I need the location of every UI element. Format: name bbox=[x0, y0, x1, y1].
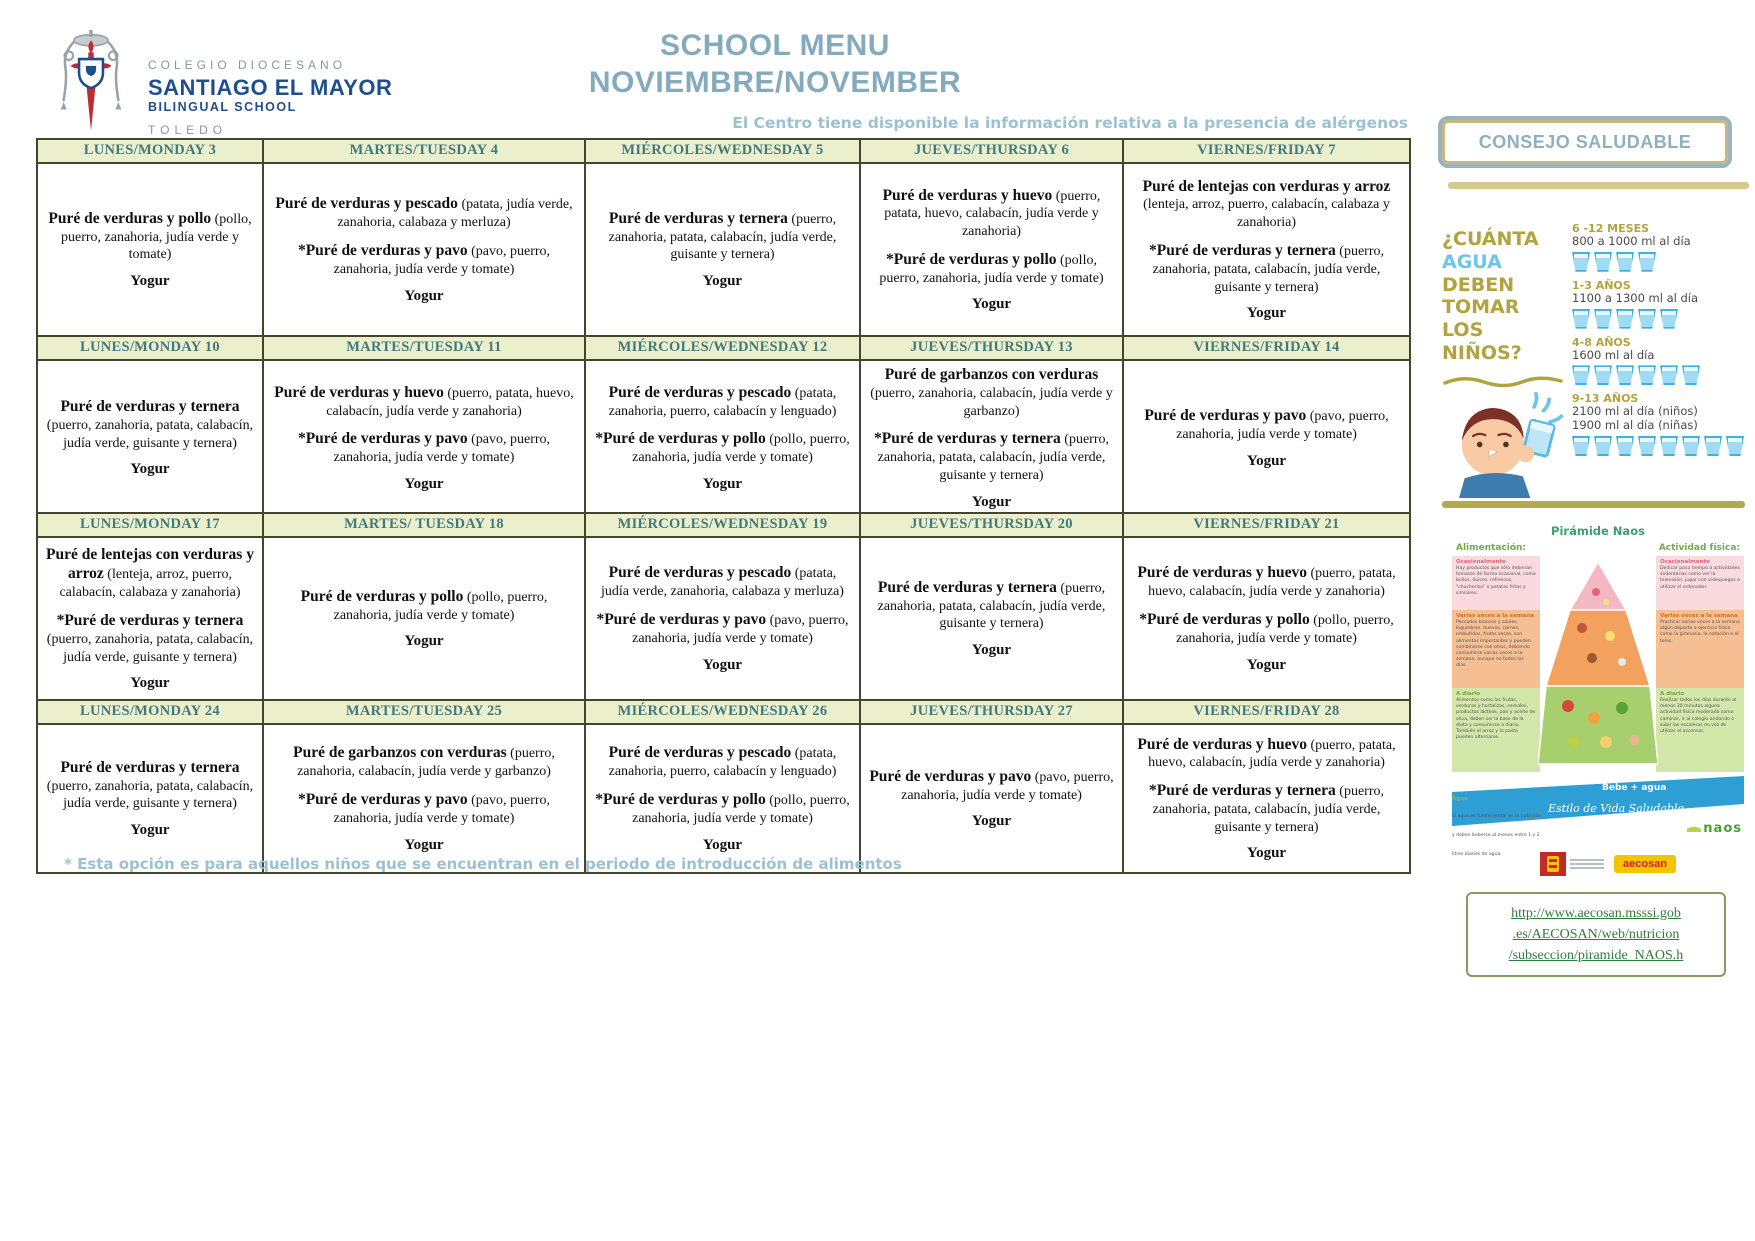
dish-name: Puré de verduras y ternera bbox=[608, 209, 788, 227]
menu-day-cell bbox=[584, 361, 859, 515]
dish-name: Puré de verduras y pescado bbox=[608, 564, 792, 582]
menu-dish bbox=[869, 429, 1114, 484]
band-level-label: A diario bbox=[1660, 691, 1685, 697]
wavy-underline bbox=[1442, 374, 1564, 388]
daily-amount-label: 2100 ml al día (niños) bbox=[1572, 404, 1698, 419]
naos-pyramid-infographic bbox=[1452, 524, 1744, 857]
spain-coat-of-arms-icon bbox=[1540, 852, 1566, 876]
link-line-1[interactable]: http://www.aecosan.msssi.gob bbox=[1511, 906, 1681, 921]
menu-day-cell bbox=[1122, 164, 1409, 335]
menu-table bbox=[36, 138, 1411, 874]
dish-name: Puré de lentejas con verduras y arroz bbox=[1142, 177, 1391, 195]
menu-day-cell bbox=[1122, 725, 1409, 872]
week-header-row bbox=[38, 699, 1409, 725]
water-glass-icon bbox=[1638, 365, 1656, 385]
brand-city: TOLEDO bbox=[148, 123, 228, 137]
dish-name: *Puré de verduras y pavo bbox=[297, 430, 468, 448]
dish-ingredients: (puerro, zanahoria, calabacín, judía verde y garbanzo) bbox=[297, 746, 555, 780]
dish-dessert: Yogur bbox=[971, 642, 1012, 659]
menu-dish bbox=[272, 429, 576, 467]
dish-name: Puré de verduras y ternera bbox=[60, 758, 240, 776]
water-glass-icon bbox=[1616, 365, 1634, 385]
dish-name: Puré de verduras y pescado bbox=[608, 744, 792, 762]
pyramid-activity-cell bbox=[1656, 556, 1744, 610]
dish-ingredients: (puerro, zanahoria, patata, calabacín, judía verde, guisante y ternera) bbox=[1152, 244, 1384, 295]
dish-ingredients: (lenteja, arroz, puerro, calabacín, calabaza y zanahoria) bbox=[1143, 197, 1390, 231]
dish-name: Puré de verduras y pescado bbox=[608, 383, 792, 401]
brand-school-subtitle: BILINGUAL SCHOOL bbox=[148, 100, 297, 114]
daily-amount-label: 1600 ml al día bbox=[1572, 347, 1655, 362]
dish-ingredients: (patata, judía verde, zanahoria, calabaza y merluza) bbox=[337, 197, 573, 231]
menu-dish bbox=[594, 429, 851, 467]
dish-dessert: Yogur bbox=[971, 493, 1012, 510]
dish-name: Puré de verduras y pollo bbox=[48, 209, 212, 227]
dish-name: Puré de verduras y huevo bbox=[1137, 564, 1307, 582]
dish-dessert: Yogur bbox=[1246, 845, 1287, 862]
pyramid-food-header: Alimentación: bbox=[1456, 543, 1527, 553]
drinking-boy-illustration bbox=[1444, 390, 1566, 498]
dish-ingredients: (puerro, zanahoria, patata, calabacín, judía verde, guisante y ternera) bbox=[877, 580, 1106, 632]
dish-dessert: Yogur bbox=[702, 273, 743, 290]
glasses-row bbox=[1572, 309, 1754, 329]
dish-ingredients: (puerro, zanahoria, calabacín, judía verde y garbanzo) bbox=[870, 385, 1113, 419]
pyramid-activity-cell bbox=[1656, 610, 1744, 688]
pyramid-headers bbox=[1452, 543, 1744, 553]
menu-day-cell bbox=[38, 725, 262, 872]
day-header: JUEVES/THURSDAY 27 bbox=[859, 701, 1122, 723]
water-question-line: NIÑOS? bbox=[1442, 341, 1522, 364]
dish-ingredients: (puerro, zanahoria, patata, calabacín, judía verde, guisante y ternera) bbox=[1152, 784, 1384, 835]
dish-ingredients: (puerro, patata, huevo, calabacín, judía verde y zanahoria) bbox=[1148, 737, 1396, 771]
water-glass-icon bbox=[1616, 252, 1634, 272]
water-question bbox=[1442, 228, 1539, 365]
dish-name: *Puré de verduras y pollo bbox=[595, 430, 766, 448]
menu-dish bbox=[272, 587, 576, 625]
menu-day-cell bbox=[262, 538, 584, 699]
menu-day-cell bbox=[859, 725, 1122, 872]
dish-dessert: Yogur bbox=[404, 633, 444, 650]
menu-day-cell bbox=[262, 164, 584, 335]
menu-dish bbox=[272, 241, 576, 279]
dish-ingredients: (pollo, puerro, zanahoria, judía verde y tomate) bbox=[60, 211, 252, 263]
water-question-line: LOS bbox=[1442, 319, 1484, 342]
dish-ingredients: (pollo, puerro, zanahoria, judía verde y tomate) bbox=[1176, 613, 1394, 646]
dish-ingredients: (pollo, puerro, zanahoria, judía verde y tomate) bbox=[333, 589, 548, 623]
water-question-line: DEBEN bbox=[1442, 273, 1515, 296]
dish-dessert: Yogur bbox=[130, 822, 170, 839]
water-glass-icon bbox=[1660, 365, 1678, 385]
daily-amount-label: 1100 a 1300 ml al día bbox=[1572, 290, 1699, 305]
menu-footnote: * Esta opción es para aquellos niños que se encuentran en el periodo de introducción de alimentos bbox=[64, 855, 902, 873]
dish-name: *Puré de verduras y pollo bbox=[1139, 611, 1310, 628]
dish-name: Puré de verduras y pescado bbox=[275, 195, 458, 213]
menu-dish bbox=[869, 578, 1114, 633]
spain-government-logo bbox=[1540, 852, 1604, 876]
water-glass-icon bbox=[1594, 436, 1612, 456]
day-header: MIÉRCOLES/WEDNESDAY 26 bbox=[584, 701, 859, 723]
water-glass-icon bbox=[1594, 309, 1612, 329]
dish-ingredients: (pavo, puerro, zanahoria, judía verde y tomate) bbox=[333, 793, 551, 826]
dish-ingredients: (pavo, puerro, zanahoria, judía verde y tomate) bbox=[632, 613, 849, 646]
daily-amount-label: 1900 ml al día (niñas) bbox=[1572, 418, 1698, 433]
week-header-row bbox=[38, 140, 1409, 164]
menu-day-cell bbox=[262, 361, 584, 515]
menu-dish bbox=[594, 209, 851, 264]
pyramid-food-cell bbox=[1452, 688, 1540, 772]
dish-name: *Puré de verduras y pavo bbox=[596, 611, 767, 628]
week-body-row bbox=[38, 361, 1409, 512]
day-header: MIÉRCOLES/WEDNESDAY 12 bbox=[584, 337, 859, 359]
dish-name: Puré de verduras y ternera bbox=[877, 578, 1057, 596]
page-title bbox=[520, 28, 1030, 101]
glasses-row bbox=[1572, 252, 1754, 272]
dish-name: Puré de garbanzos con verduras bbox=[293, 744, 507, 762]
naos-logo: naos bbox=[1687, 821, 1742, 836]
dish-name: Puré de verduras y ternera bbox=[60, 398, 240, 416]
pyramid-water-band bbox=[1452, 774, 1744, 857]
band-activity-text: Practicar varias veces a la semana algún deporte o ejercicio físico como la gimnasia, la natación o el tenis. bbox=[1660, 620, 1740, 644]
dish-ingredients: (puerro, zanahoria, patata, calabacín, judía verde, guisante y ternera) bbox=[46, 778, 254, 812]
dish-dessert: Yogur bbox=[702, 836, 743, 853]
menu-dish bbox=[272, 790, 576, 828]
water-level-label: Agua bbox=[1452, 796, 1468, 802]
menu-day-cell bbox=[584, 538, 859, 699]
band-level-label: Ocasionalmente bbox=[1456, 559, 1506, 565]
menu-dish bbox=[1132, 735, 1401, 773]
dish-dessert: Yogur bbox=[1246, 305, 1287, 322]
dish-name: Puré de garbanzos con verduras bbox=[884, 366, 1099, 383]
allergen-notice: El Centro tiene disponible la información relativa a la presencia de alérgenos bbox=[732, 114, 1408, 132]
dish-dessert: Yogur bbox=[702, 475, 743, 492]
dish-dessert: Yogur bbox=[1246, 656, 1287, 673]
week-header-row bbox=[38, 335, 1409, 361]
water-question-line: ¿CUÁNTA bbox=[1442, 228, 1539, 250]
dish-name: *Puré de verduras y ternera bbox=[1148, 242, 1336, 259]
day-header: MARTES/TUESDAY 25 bbox=[262, 701, 584, 723]
day-header: MARTES/TUESDAY 11 bbox=[262, 337, 584, 359]
water-glass-icon bbox=[1638, 436, 1656, 456]
band-text-estilo: Estilo de Vida Saludable bbox=[1548, 802, 1685, 815]
dish-ingredients: (puerro, zanahoria, patata, calabacín, judía verde, guisante y ternera) bbox=[877, 432, 1109, 483]
water-infographic bbox=[1440, 178, 1755, 510]
dish-name: Puré de verduras y pavo bbox=[869, 767, 1032, 785]
water-glass-icon bbox=[1616, 309, 1634, 329]
day-header: LUNES/MONDAY 17 bbox=[80, 516, 220, 532]
government-logos bbox=[1540, 852, 1676, 876]
menu-dish bbox=[594, 743, 851, 781]
menu-dish bbox=[46, 758, 254, 813]
week-body-row bbox=[38, 164, 1409, 335]
water-age-group bbox=[1572, 222, 1754, 272]
dish-name: *Puré de verduras y ternera bbox=[873, 430, 1061, 448]
pyramid-activity-header: Actividad física: bbox=[1658, 543, 1740, 553]
dish-name: *Puré de verduras y pavo bbox=[297, 242, 468, 259]
daily-amount-label: 800 a 1000 ml al día bbox=[1572, 234, 1691, 248]
menu-dish bbox=[869, 365, 1114, 420]
water-glass-icon bbox=[1616, 436, 1634, 456]
brand-college-type: COLEGIO DIOCESANO bbox=[148, 58, 347, 72]
age-range-label: 6 -12 MESES bbox=[1572, 222, 1650, 235]
age-range-label: 1-3 AÑOS bbox=[1572, 278, 1631, 292]
dish-ingredients: (pavo, puerro, zanahoria, judía verde y tomate) bbox=[1176, 409, 1389, 442]
dish-dessert: Yogur bbox=[404, 287, 444, 304]
water-glass-icon bbox=[1572, 365, 1590, 385]
dish-name: *Puré de verduras y pollo bbox=[595, 791, 766, 808]
water-question-line: AGUA bbox=[1442, 250, 1502, 273]
week-body-row bbox=[38, 538, 1409, 699]
dish-name: Puré de verduras y huevo bbox=[274, 383, 444, 401]
healthy-advice-box bbox=[1438, 116, 1732, 168]
dish-ingredients: (puerro, zanahoria, patata, calabacín, judía verde, guisante y ternera) bbox=[608, 211, 837, 263]
day-header: VIERNES/FRIDAY 7 bbox=[1122, 140, 1409, 162]
dish-ingredients: (pollo, puerro, zanahoria, judía verde y tomate) bbox=[632, 793, 850, 826]
menu-dish bbox=[594, 610, 851, 648]
dish-ingredients: (pavo, puerro, zanahoria, judía verde y tomate) bbox=[333, 432, 551, 466]
day-header: LUNES/MONDAY 3 bbox=[83, 142, 217, 158]
dish-name: *Puré de verduras y ternera bbox=[1148, 782, 1336, 800]
age-range-label: 9-13 AÑOS bbox=[1572, 392, 1639, 406]
day-header: MARTES/TUESDAY 4 bbox=[262, 140, 584, 162]
pyramid-activity-cell bbox=[1656, 688, 1744, 772]
dish-ingredients: (pollo, puerro, zanahoria, judía verde y tomate) bbox=[879, 252, 1104, 286]
dish-dessert: Yogur bbox=[971, 296, 1012, 313]
pyramid-title: Pirámide Naos bbox=[1551, 524, 1645, 538]
dish-ingredients: (puerro, patata, huevo, calabacín, judía verde y zanahoria) bbox=[326, 385, 574, 419]
menu-dish bbox=[594, 563, 851, 601]
menu-day-cell bbox=[38, 361, 262, 515]
menu-dish bbox=[272, 743, 576, 781]
dish-name: Puré de verduras y pavo bbox=[1144, 407, 1307, 425]
menu-dish bbox=[869, 250, 1114, 288]
menu-day-cell bbox=[859, 361, 1122, 515]
week-header-row bbox=[38, 512, 1409, 538]
menu-dish bbox=[1132, 177, 1401, 232]
dish-name: *Puré de verduras y pollo bbox=[886, 250, 1057, 268]
dish-ingredients: (pollo, puerro, zanahoria, judía verde y tomate) bbox=[632, 432, 850, 466]
dish-dessert: Yogur bbox=[130, 461, 170, 478]
day-header: MIÉRCOLES/WEDNESDAY 5 bbox=[584, 140, 859, 162]
day-header: VIERNES/FRIDAY 21 bbox=[1122, 514, 1409, 536]
water-glass-icon bbox=[1682, 436, 1700, 456]
water-glass-icon bbox=[1572, 309, 1590, 329]
pyramid-bands bbox=[1452, 556, 1744, 772]
menu-dish bbox=[1132, 610, 1401, 648]
menu-dish bbox=[46, 397, 254, 452]
age-range-label: 4-8 AÑOS bbox=[1572, 335, 1631, 349]
dish-dessert: Yogur bbox=[971, 813, 1012, 830]
menu-day-cell bbox=[1122, 538, 1409, 699]
dish-name: Puré de verduras y huevo bbox=[882, 186, 1053, 204]
menu-dish bbox=[1132, 241, 1401, 296]
menu-day-cell bbox=[262, 725, 584, 872]
week-body-row bbox=[38, 725, 1409, 872]
dish-ingredients: (patata, zanahoria, puerro, calabacín y lenguado) bbox=[608, 746, 837, 780]
menu-day-cell bbox=[38, 164, 262, 335]
dish-name: *Puré de verduras y pavo bbox=[297, 791, 468, 808]
menu-dish bbox=[46, 545, 254, 602]
day-header: LUNES/MONDAY 24 bbox=[80, 703, 220, 719]
water-glass-icon bbox=[1660, 436, 1678, 456]
day-header: VIERNES/FRIDAY 14 bbox=[1122, 337, 1409, 359]
dish-name: Puré de lentejas con verduras y arroz bbox=[46, 545, 254, 583]
aecosan-logo: aecosan bbox=[1614, 855, 1676, 873]
menu-dish bbox=[869, 186, 1114, 241]
water-age-group bbox=[1572, 392, 1754, 456]
water-question-line: TOMAR bbox=[1442, 296, 1520, 319]
water-age-group bbox=[1572, 336, 1754, 386]
pyramid-water-text bbox=[1452, 796, 1544, 859]
page-title-line1: SCHOOL MENU bbox=[660, 29, 890, 62]
government-text-lines bbox=[1570, 859, 1604, 869]
day-header: JUEVES/THURSDAY 20 bbox=[859, 514, 1122, 536]
band-level-label: A diario bbox=[1456, 691, 1481, 697]
dish-name: *Puré de verduras y ternera bbox=[56, 612, 244, 629]
dish-ingredients: (pavo, puerro, zanahoria, judía verde y tomate) bbox=[901, 769, 1114, 803]
menu-dish bbox=[1132, 406, 1401, 444]
day-header: JUEVES/THURSDAY 13 bbox=[859, 337, 1122, 359]
water-glass-icon bbox=[1594, 365, 1612, 385]
day-header: VIERNES/FRIDAY 28 bbox=[1122, 701, 1409, 723]
link-line-2[interactable]: .es/AECOSAN/web/nutricion bbox=[1512, 927, 1680, 942]
dish-dessert: Yogur bbox=[404, 475, 444, 492]
dish-name: Puré de verduras y pollo bbox=[300, 587, 464, 605]
dish-dessert: Yogur bbox=[404, 836, 444, 853]
water-glass-icon bbox=[1572, 436, 1590, 456]
water-glass-icon bbox=[1660, 309, 1678, 329]
dish-ingredients: (puerro, patata, huevo, calabacín, judía verde y zanahoria) bbox=[1148, 566, 1396, 600]
band-level-label: Varias veces a la semana bbox=[1660, 613, 1738, 619]
menu-dish bbox=[1132, 781, 1401, 836]
menu-day-cell bbox=[859, 538, 1122, 699]
menu-dish bbox=[869, 767, 1114, 805]
pyramid-triangle-graphic bbox=[1538, 558, 1658, 770]
menu-dish bbox=[594, 790, 851, 828]
dish-ingredients: (patata, zanahoria, puerro, calabacín y lenguado) bbox=[608, 385, 837, 419]
dish-dessert: Yogur bbox=[130, 675, 170, 692]
dish-ingredients: (puerro, patata, huevo, calabacín, judía verde y zanahoria) bbox=[884, 188, 1101, 240]
band-level-label: Varias veces a la semana bbox=[1456, 613, 1534, 619]
menu-day-cell bbox=[1122, 361, 1409, 515]
dish-ingredients: (pavo, puerro, zanahoria, judía verde y tomate) bbox=[333, 244, 551, 277]
water-glass-icon bbox=[1704, 436, 1722, 456]
band-food-text: Pescados blancos y azules, legumbres, huevos, carnes, embutidos, frutos secos, son alimentos importantes y pueden combinarse con otros, debiendo consumirse varias veces a la semana, aunque no todos los días. bbox=[1456, 620, 1531, 669]
healthy-advice-title: CONSEJO SALUDABLE bbox=[1478, 131, 1692, 152]
dish-ingredients: (lenteja, arroz, puerro, calabacín, calabaza y zanahoria) bbox=[59, 567, 241, 601]
water-groups bbox=[1572, 222, 1754, 463]
pyramid-food-cell bbox=[1452, 610, 1540, 688]
water-glass-icon bbox=[1594, 252, 1612, 272]
dish-ingredients: (puerro, zanahoria, patata, calabacín, judía verde, guisante y ternera) bbox=[46, 631, 254, 665]
dish-dessert: Yogur bbox=[130, 273, 170, 290]
menu-dish bbox=[46, 209, 254, 264]
piramide-naos-link[interactable] bbox=[1466, 892, 1726, 977]
band-level-label: Ocasionalmente bbox=[1660, 559, 1710, 565]
pyramid-food-cell bbox=[1452, 556, 1540, 610]
day-header: JUEVES/THURSDAY 6 bbox=[859, 140, 1122, 162]
link-line-3[interactable]: /subseccion/piramide_NAOS.h bbox=[1508, 948, 1684, 963]
band-text-bebe-agua: Bebe + agua bbox=[1602, 783, 1667, 793]
menu-dish bbox=[272, 383, 576, 421]
menu-day-cell bbox=[859, 164, 1122, 335]
infographic-bottom-bar bbox=[1442, 501, 1745, 508]
water-glass-icon bbox=[1638, 309, 1656, 329]
dish-dessert: Yogur bbox=[1246, 452, 1287, 469]
water-age-group bbox=[1572, 279, 1754, 329]
day-header: MARTES/ TUESDAY 18 bbox=[262, 514, 584, 536]
glasses-row bbox=[1572, 365, 1754, 385]
infographic-top-bar bbox=[1448, 182, 1749, 189]
water-glass-icon bbox=[1682, 365, 1700, 385]
dish-ingredients: (patata, judía verde, zanahoria, calabaza y merluza) bbox=[601, 566, 844, 600]
dish-name: Puré de verduras y huevo bbox=[1137, 735, 1307, 753]
band-food-text: Alimentos como las frutas, verduras y hortalizas, cereales, productos lácteos, pan y aceite de oliva, deben ser la base de la dieta y consumirse a diario. También el arroz y la pasta pueden alternarse. bbox=[1456, 698, 1536, 741]
day-header: LUNES/MONDAY 10 bbox=[80, 339, 220, 355]
menu-dish bbox=[1132, 563, 1401, 601]
dish-ingredients: (puerro, zanahoria, patata, calabacín, judía verde, guisante y ternera) bbox=[46, 417, 254, 451]
water-glass-icon bbox=[1638, 252, 1656, 272]
menu-day-cell bbox=[584, 725, 859, 872]
day-header: MIÉRCOLES/WEDNESDAY 19 bbox=[584, 514, 859, 536]
water-level-text: El agua es fundamental en la nutrición, y deben beberse al menos entre 1 y 2 litros diarios de agua. bbox=[1452, 814, 1543, 857]
glasses-row bbox=[1572, 436, 1754, 456]
menu-dish bbox=[594, 383, 851, 421]
band-activity-text: Dedicar poco tiempo a actividades sedentarias como ver la televisión, jugar con videojuegos o utilizar el ordenador. bbox=[1660, 566, 1740, 590]
band-activity-text: Realizar todos los días durante al menos 30 minutos alguna actividad física moderada como caminar, ir al colegio andando o subir las escaleras en vez de utilizar el ascensor. bbox=[1660, 698, 1737, 734]
dish-dessert: Yogur bbox=[702, 656, 743, 673]
page-title-line2: NOVIEMBRE/NOVEMBER bbox=[588, 65, 962, 99]
brand-school-name: SANTIAGO EL MAYOR bbox=[148, 75, 393, 100]
water-glass-icon bbox=[1572, 252, 1590, 272]
band-food-text: Hay productos que sólo deberían tomarse de forma ocasional, como bollos, dulces, refrescos, "chucherías" o patatas fritas y similares. bbox=[1456, 566, 1536, 596]
menu-dish bbox=[46, 611, 254, 666]
menu-day-cell bbox=[38, 538, 262, 699]
menu-day-cell bbox=[584, 164, 859, 335]
water-glass-icon bbox=[1726, 436, 1744, 456]
menu-dish bbox=[272, 194, 576, 232]
